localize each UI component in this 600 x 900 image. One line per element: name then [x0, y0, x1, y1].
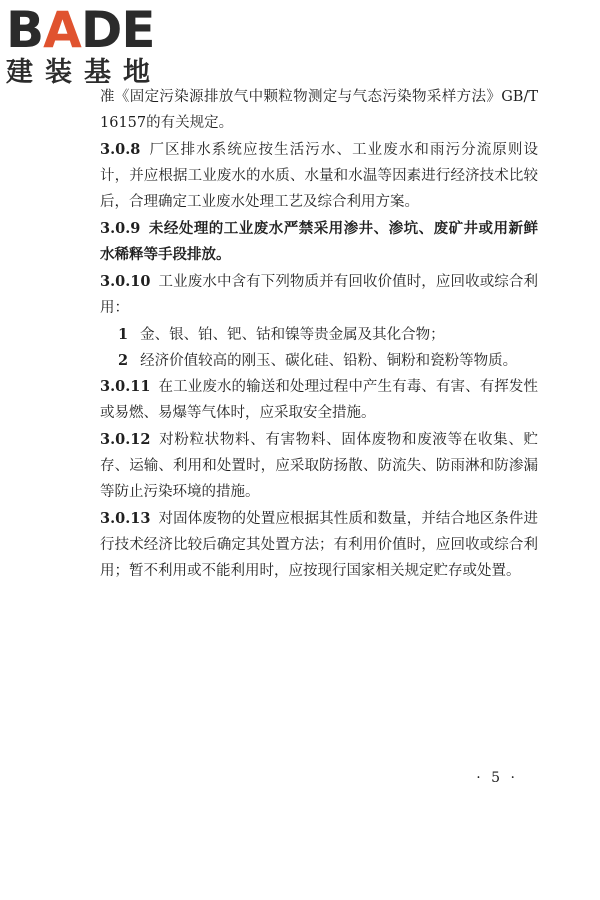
- logo-subtitle: 建装基地: [6, 57, 162, 88]
- clause-3-0-13: 3.0.13 对固体废物的处置应根据其性质和数量，并结合地区条件进行技术经济比较后确定其处置方法；有利用价值时，应回收或综合利用；暂不利用或不能利用时，应按现行国家相关规定贮存或处置。: [100, 510, 538, 579]
- clause-3-0-10: 3.0.10 工业废水中含有下列物质并有回收价值时，应回收或综合利用：: [100, 273, 538, 316]
- clause-3-0-12: 3.0.12 对粉粒状物料、有害物料、固体废物和废液等在收集、贮存、运输、利用和处置时，应采取防扬散、防流失、防雨淋和防渗漏等防止污染环境的措施。: [100, 431, 538, 500]
- list-item: 2 经济价值较高的刚玉、碳化硅、铅粉、铜粉和瓷粉等物质。: [118, 352, 518, 369]
- paragraph-continued: 准《固定污染源排放气中颗粒物测定与气态污染物采样方法》GB/T 16157的有关规定。: [100, 89, 538, 131]
- page-number: · 5 ·: [476, 770, 518, 786]
- list-item: 1 金、银、铂、钯、钴和镍等贵金属及其化合物；: [118, 326, 445, 343]
- bade-logo: [6, 1, 196, 88]
- logo-wordmark: BADE: [6, 1, 155, 59]
- clause-3-0-8: 3.0.8 厂区排水系统应按生活污水、工业废水和雨污分流原则设计，并应根据工业废水的水质、水量和水温等因素进行经济技术比较后，合理确定工业废水处理工艺及综合利用方案。: [100, 141, 538, 210]
- clause-3-0-9: 3.0.9 未经处理的工业废水严禁采用渗井、渗坑、废矿井或用新鲜水稀释等手段排放。: [100, 220, 538, 263]
- clause-3-0-11: 3.0.11 在工业废水的输送和处理过程中产生有毒、有害、有挥发性或易燃、易爆等气体时，应采取安全措施。: [100, 378, 538, 421]
- document-body: [100, 84, 538, 585]
